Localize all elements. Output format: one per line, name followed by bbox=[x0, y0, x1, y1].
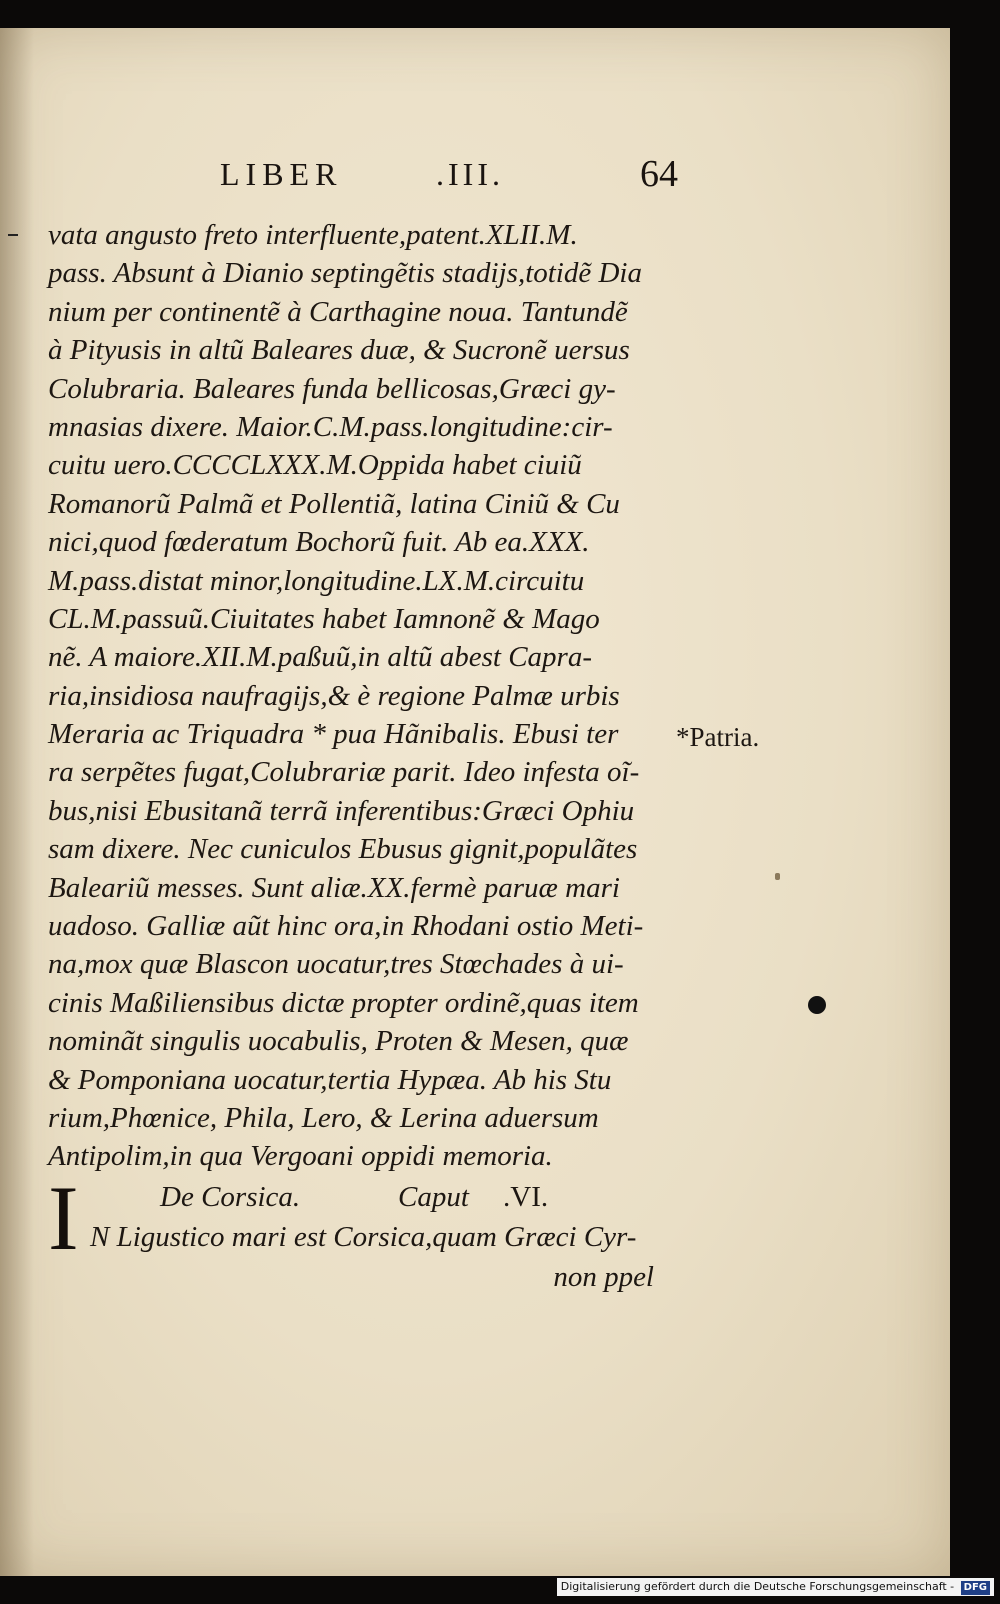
digitization-credit-bar bbox=[557, 1578, 994, 1596]
chapter-title: De Corsica. bbox=[160, 1180, 301, 1213]
text-line: pass. Absunt à Dianio septingẽtis stadijs,totidẽ Dia bbox=[48, 257, 642, 290]
running-title-book-number: .III. bbox=[436, 156, 504, 192]
text-line: uadoso. Galliæ aũt hinc ora,in Rhodani ostio Meti- bbox=[48, 910, 644, 943]
catchword: non ppel bbox=[553, 1260, 654, 1293]
main-text-block bbox=[48, 216, 658, 1298]
text-line: cinis Maßiliensibus dictæ propter ordinẽ,quas item bbox=[48, 986, 639, 1019]
chapter-number: .VI. bbox=[503, 1180, 549, 1213]
text-line: nẽ. A maiore.XII.M.paßuũ,in altũ abest Capra- bbox=[48, 641, 592, 674]
text-line: Baleariũ messes. Sunt aliæ.XX.fermè paruæ mari bbox=[48, 871, 620, 904]
dfg-logo: DFG bbox=[961, 1581, 990, 1595]
text-line: ra serpẽtes fugat,Colubrariæ parit. Ideo infesta oĩ- bbox=[48, 756, 640, 789]
text-line: vata angusto freto interfluente,patent.XLII.M. bbox=[48, 219, 578, 251]
text-line: nici,quod fœderatum Bochorũ fuit. Ab ea.XXX. bbox=[48, 526, 590, 559]
text-line: Antipolim,in qua Vergoani oppidi memoria. bbox=[48, 1140, 553, 1173]
paper-speck bbox=[775, 873, 780, 880]
spine-shadow bbox=[0, 28, 34, 1576]
drop-capital: I bbox=[48, 1166, 79, 1269]
text-line: na,mox quæ Blascon uocatur,tres Stœchades à ui- bbox=[48, 948, 624, 981]
margin-tick-mark bbox=[8, 234, 18, 236]
marginal-note: *Patria. bbox=[676, 722, 760, 752]
text-line: & Pomponiana uocatur,tertia Hypæa. Ab his Stu bbox=[48, 1063, 612, 1096]
text-line: Romanorũ Palmã et Pollentiã, latina Ciniũ & Cu bbox=[48, 487, 620, 520]
text-line: à Pityusis in altũ Baleares duæ, & Sucronẽ uersus bbox=[48, 334, 630, 367]
text-line: nominãt singulis uocabulis, Proten & Mesen, quæ bbox=[48, 1025, 629, 1058]
running-title-liber: LIBER bbox=[220, 156, 343, 192]
text-line: Colubraria. Baleares funda bellicosas,Græci gy- bbox=[48, 372, 616, 405]
text-line: sam dixere. Nec cuniculos Ebusus gignit,populãtes bbox=[48, 833, 638, 866]
chapter-caput-label: Caput bbox=[398, 1180, 469, 1213]
ink-blot bbox=[808, 996, 826, 1014]
text-line: rium,Phœnice, Phila, Lero, & Lerina aduersum bbox=[48, 1101, 599, 1134]
text-line: mnasias dixere. Maior.C.M.pass.longitudine:cir- bbox=[48, 410, 613, 443]
text-line: ria,insidiosa naufragijs,& è regione Palmæ urbis bbox=[48, 679, 620, 712]
folio-number: 64 bbox=[640, 153, 678, 195]
text-line: M.pass.distat minor,longitudine.LX.M.circuitu bbox=[48, 564, 585, 597]
chapter-first-line: N Ligustico mari est Corsica,quam Græci Cyr- bbox=[90, 1220, 637, 1253]
running-header bbox=[0, 128, 950, 198]
text-line: Meraria ac Triquadra * pua Hãnibalis. Ebusi ter bbox=[48, 718, 619, 751]
text-line: CL.M.passuũ.Ciuitates habet Iamnonẽ & Mago bbox=[48, 602, 600, 635]
text-line: nium per continentẽ à Carthagine noua. Tantundẽ bbox=[48, 295, 628, 328]
text-line: bus,nisi Ebusitanã terrã inferentibus:Græci Ophiu bbox=[48, 794, 635, 827]
book-page bbox=[0, 28, 950, 1576]
text-line: cuitu uero.CCCCLXXX.M.Oppida habet ciuiũ bbox=[48, 449, 582, 482]
digitization-credit-text: Digitalisierung gefördert durch die Deutsche Forschungsgemeinschaft - bbox=[560, 1580, 955, 1593]
